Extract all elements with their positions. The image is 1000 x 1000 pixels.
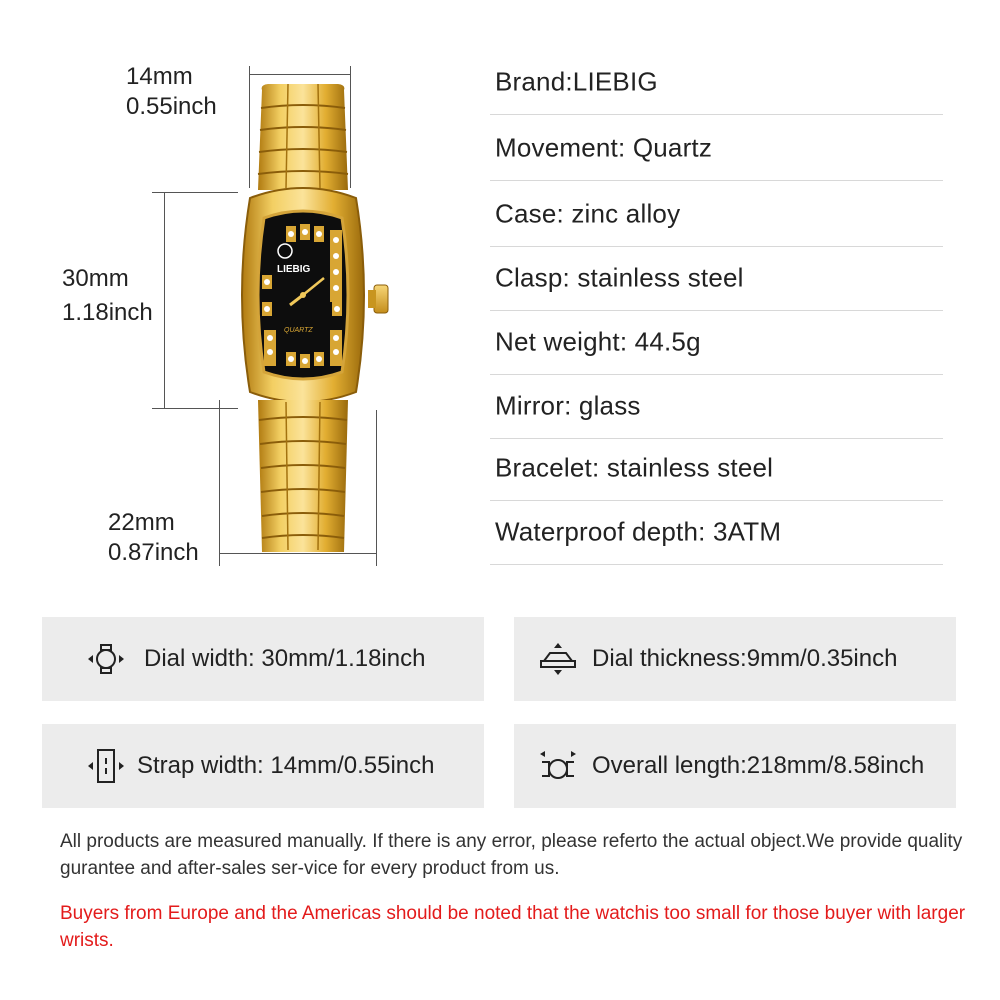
dim-mid-inch: 1.18inch bbox=[62, 299, 153, 326]
spec-waterproof bbox=[490, 500, 943, 565]
spec-case bbox=[490, 182, 943, 247]
dial-width-label: Dial width: 30mm/1.18inch bbox=[144, 645, 426, 672]
spec-bracelet-text: Bracelet: stainless steel bbox=[495, 452, 774, 483]
watch-dial bbox=[258, 211, 348, 379]
bracelet-bottom bbox=[258, 400, 348, 552]
spec-movement bbox=[490, 116, 943, 181]
spec-case-text: Case: zinc alloy bbox=[495, 198, 681, 229]
dial-thickness-icon bbox=[538, 641, 578, 677]
dim-top-mm: 14mm bbox=[126, 63, 193, 90]
dim-bottom-inch: 0.87inch bbox=[108, 539, 199, 566]
dim-mid-tick-bottom bbox=[152, 408, 238, 409]
spec-clasp bbox=[490, 246, 943, 311]
size-warning-text: Buyers from Europe and the Americas should be noted that the watchis too small for those buyer with larger wrists. bbox=[60, 903, 966, 951]
strap-width-icon bbox=[86, 748, 126, 784]
dial-quartz: QUARTZ bbox=[284, 327, 313, 334]
strap-width-box bbox=[42, 724, 484, 808]
bracelet-top bbox=[258, 84, 348, 190]
watch-image bbox=[228, 80, 408, 560]
dim-top-inch: 0.55inch bbox=[126, 93, 217, 120]
spec-brand bbox=[490, 50, 943, 115]
dim-mid-mm: 30mm bbox=[62, 265, 129, 292]
overall-length-label: Overall length:218mm/8.58inch bbox=[592, 752, 925, 779]
spec-mirror bbox=[490, 374, 943, 439]
overall-length-box bbox=[514, 724, 956, 808]
dim-top-label bbox=[126, 62, 217, 122]
dim-bottom-label bbox=[108, 508, 199, 568]
dial-thickness-box bbox=[514, 617, 956, 701]
dial-thickness-label: Dial thickness:9mm/0.35inch bbox=[592, 645, 898, 672]
dial-brand: LIEBIG bbox=[277, 264, 311, 275]
spec-brand-text: Brand:LIEBIG bbox=[495, 66, 658, 97]
dial-width-icon bbox=[86, 641, 126, 677]
dim-bottom-tick-left bbox=[219, 400, 220, 566]
spec-movement-text: Movement: Quartz bbox=[495, 132, 713, 163]
spec-mirror-text: Mirror: glass bbox=[495, 390, 641, 421]
dim-top-line bbox=[250, 74, 350, 75]
overall-length-icon bbox=[538, 748, 578, 784]
strap-width-label: Strap width: 14mm/0.55inch bbox=[137, 752, 435, 779]
dim-mid-tick-top bbox=[152, 192, 238, 193]
spec-bracelet bbox=[490, 436, 943, 501]
spec-waterproof-text: Waterproof depth: 3ATM bbox=[495, 516, 782, 547]
disclaimer-text: All products are measured manually. If there is any error, please referto the actual object.We provide quality gurantee and after-sales ser-vice for every product from us. bbox=[60, 831, 963, 879]
spec-net-weight-text: Net weight: 44.5g bbox=[495, 326, 701, 357]
spec-net-weight bbox=[490, 310, 943, 375]
spec-clasp-text: Clasp: stainless steel bbox=[495, 262, 744, 293]
dim-mid-label bbox=[62, 262, 153, 330]
dim-bottom-mm: 22mm bbox=[108, 509, 175, 536]
dial-width-box bbox=[42, 617, 484, 701]
dim-mid-line bbox=[164, 192, 165, 408]
